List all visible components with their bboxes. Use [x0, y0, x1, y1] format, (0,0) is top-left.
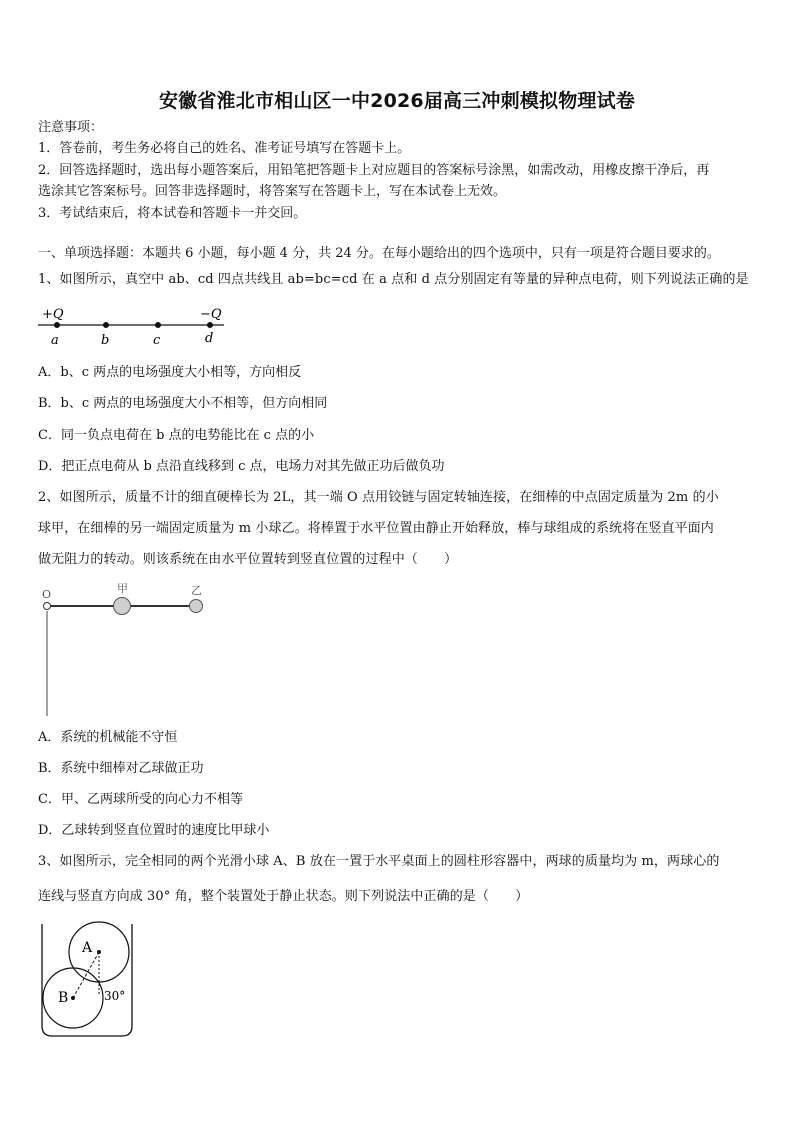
question-1-figure: [30, 300, 240, 350]
plus-q-label: +Q: [42, 307, 64, 322]
question-1-stem: 1、如图所示，真空中 ab、cd 四点共线且 ab=bc=cd 在 a 点和 d 点分别固定有等量的异种点电荷，则下列说法正确的是: [38, 272, 749, 287]
point-b-label: b: [101, 333, 110, 348]
angle-label: 30°: [104, 989, 126, 1003]
ball-a-label: A: [82, 940, 93, 956]
point-a-label: a: [51, 333, 59, 348]
notice-item-3: 3．考试结束后，将本试卷和答题卡一并交回。: [38, 206, 307, 221]
ball-jia: [114, 598, 131, 615]
pivot-o-label: O: [42, 588, 52, 601]
question-1-option-c: C．同一负点电荷在 b 点的电势能比在 c 点的小: [38, 428, 315, 443]
notice-item-2: 2．回答选择题时，选出每小题答案后，用铅笔把答题卡上对应题目的答案标号涂黑，如需改动，用橡皮擦干净后，再: [38, 163, 710, 178]
point-a-dot: [54, 322, 60, 328]
question-3-figure: [36, 918, 140, 1044]
question-1-option-a: A．b、c 两点的电场强度大小相等，方向相反: [38, 365, 302, 380]
ball-b-label: B: [58, 990, 69, 1006]
notice-item-2-cont: 选涂其它答案标号。回答非选择题时，将答案写在答题卡上，写在本试卷上无效。: [38, 184, 507, 199]
notice-item-1: 1．答卷前，考生务必将自己的姓名、准考证号填写在答题卡上。: [38, 141, 411, 156]
question-2-stem-line-1: 2、如图所示，质量不计的细直硬棒长为 2L，其一端 O 点用铰链与固定转轴连接，在细棒的中点固定质量为 2m 的小: [38, 490, 719, 505]
question-2-stem-line-2: 球甲，在细棒的另一端固定质量为 m 小球乙。将棒置于水平位置由静止开始释放，棒与球组成的系统将在竖直平面内: [38, 521, 714, 536]
center-line: [73, 952, 99, 998]
question-2-option-d: D．乙球转到竖直位置时的速度比甲球小: [38, 823, 270, 838]
question-3-stem-line-2: 连线与竖直方向成 30° 角，整个装置处于静止状态。则下列说法中正确的是（ ）: [38, 889, 529, 904]
question-3-stem-line-1: 3、如图所示，完全相同的两个光滑小球 A、B 放在一置于水平桌面上的圆柱形容器中，两球的质量均为 m，两球心的: [38, 854, 720, 869]
point-c-dot: [155, 322, 161, 328]
question-2-option-b: B．系统中细棒对乙球做正功: [38, 761, 204, 776]
point-b-dot: [103, 322, 109, 328]
section-heading: 一、单项选择题：本题共 6 小题，每小题 4 分，共 24 分。在每小题给出的四个选项中，只有一项是符合题目要求的。: [38, 246, 720, 261]
point-d-dot: [207, 322, 213, 328]
question-2-stem-line-3: 做无阻力的转动。则该系统在由水平位置转到竖直位置的过程中（ ）: [38, 552, 458, 567]
ball-jia-label: 甲: [117, 582, 128, 595]
question-1-option-b: B．b、c 两点的电场强度大小不相等，但方向相同: [38, 396, 328, 411]
ball-yi-label: 乙: [191, 584, 202, 597]
question-1-option-d: D．把正点电荷从 b 点沿直线移到 c 点，电场力对其先做正功后做负功: [38, 459, 445, 474]
point-c-label: c: [153, 333, 161, 348]
question-2-option-a: A．系统的机械能不守恒: [38, 730, 178, 745]
pivot-o-circle: [44, 603, 51, 610]
ball-yi: [190, 600, 203, 613]
page-title: 安徽省淮北市相山区一中2026届高三冲刺模拟物理试卷: [158, 90, 636, 112]
minus-q-label: −Q: [200, 307, 222, 322]
question-2-figure: [30, 578, 220, 718]
notice-heading: 注意事项：: [38, 120, 104, 135]
point-d-label: d: [205, 331, 214, 346]
question-2-option-c: C．甲、乙两球所受的向心力不相等: [38, 792, 243, 807]
